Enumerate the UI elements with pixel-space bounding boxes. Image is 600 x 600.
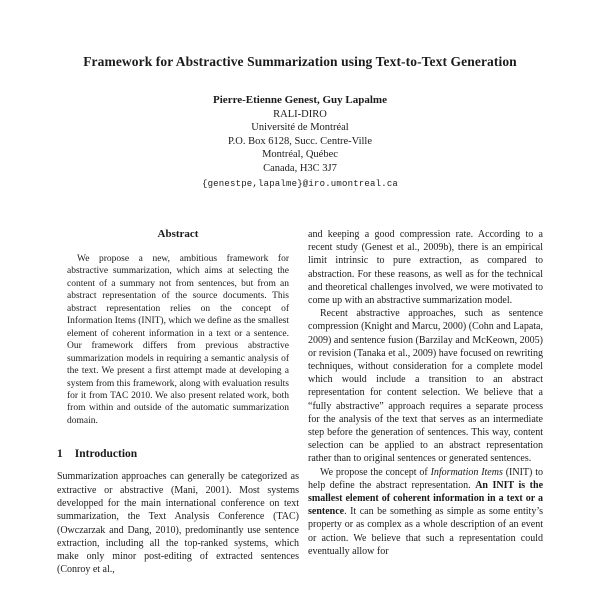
- information-items-italic-term: Information Items: [430, 466, 503, 478]
- section-1-title: Introduction: [74, 448, 138, 461]
- affiliation-country: Canada, H3C 3J7: [263, 162, 337, 174]
- abstract-heading: Abstract: [157, 228, 199, 240]
- authors-line: Pierre-Etienne Genest, Guy Lapalme: [213, 94, 387, 106]
- right-column: [308, 228, 543, 577]
- abstract-text: We propose a new, ambitious framework for abstractive summarization, which aims at selecting the content of a summary not from sentences, but from an abstract representation of the source documents. This abstract representation relies on the concept of Information Items (INIT), which we define as the smallest element of coherent information in a text or a sentence. Our framework differs from previous abstractive summarization models in requiring a semantic analysis of the text. We present a first attempt made at developing a system from this framework, along with evaluation results for it from TAC 2010. We also present related work, both from within and outside of the automatic summarization domain.: [67, 254, 289, 426]
- email-address: {genestpe,lapalme}@iro.umontreal.ca: [201, 178, 399, 189]
- affiliation-address: P.O. Box 6128, Succ. Centre-Ville: [227, 135, 373, 147]
- introduction-paragraph-1: Summarization approaches can generally be categorized as extractive or abstractive (Mani, 2001). Most systems developped for the main international conference on text summarization, the Text Analysis Conference (TAC) (Owczarzak and Dang, 2010), predominantly use sentence extraction, including all the top-ranked systems, which make only minor post-editing of extracted sentences (Conroy et al.,: [57, 471, 299, 576]
- section-1-heading: [57, 448, 299, 460]
- paper-title: Framework for Abstractive Summarization using Text-to-Text Generation: [83, 54, 517, 69]
- two-column-body: [57, 228, 543, 577]
- paragraph-3-tail: . It can be something as simple as some entity’s property or as complex as a whole description of an event or action. We believe that such a representation could eventually allow for: [308, 506, 543, 557]
- left-column: [57, 228, 299, 577]
- paragraph-3-lead: We propose the concept of: [320, 466, 431, 478]
- right-paragraph-1: and keeping a good compression rate. According to a recent study (Genest et al., 2009b), there is an empirical limit intrinsic to pure extraction, as compared to abstraction. For these reasons, as well as for the technical and theoretical challenges involved, we were motivated to come up with an abstractive summarization model.: [308, 229, 543, 307]
- affiliation-city: Montréal, Québec: [262, 149, 338, 161]
- paragraph-3-mid: (INIT) to help define the abstract representation.: [308, 466, 543, 491]
- affiliation-lab: RALI-DIRO: [273, 108, 327, 120]
- affiliation-university: Université de Montréal: [251, 122, 349, 134]
- author-block: [0, 94, 600, 191]
- section-1-number: 1: [57, 448, 63, 461]
- right-paragraph-3: [308, 466, 543, 558]
- right-paragraph-2: Recent abstractive approaches, such as sentence compression (Knight and Marcu, 2000) (Cohn and Lapata, 2009) and sentence fusion (Barzilay and McKeown, 2005) or revision (Tanaka et al., 2009) have focused on rewriting techniques, without consideration for a complete model which would include a transition to an abstract representation for content selection. We believe that a “fully abstractive” approach requires a separate process for the analysis of the text that serves as an intermediate step before the generation of sentences. This way, content selection can be applied to an abstract representation rather than to original sentences or generated sentences.: [308, 308, 543, 465]
- init-definition-bold: An INIT is the smallest element of coherent information in a text or a sentence: [308, 479, 544, 518]
